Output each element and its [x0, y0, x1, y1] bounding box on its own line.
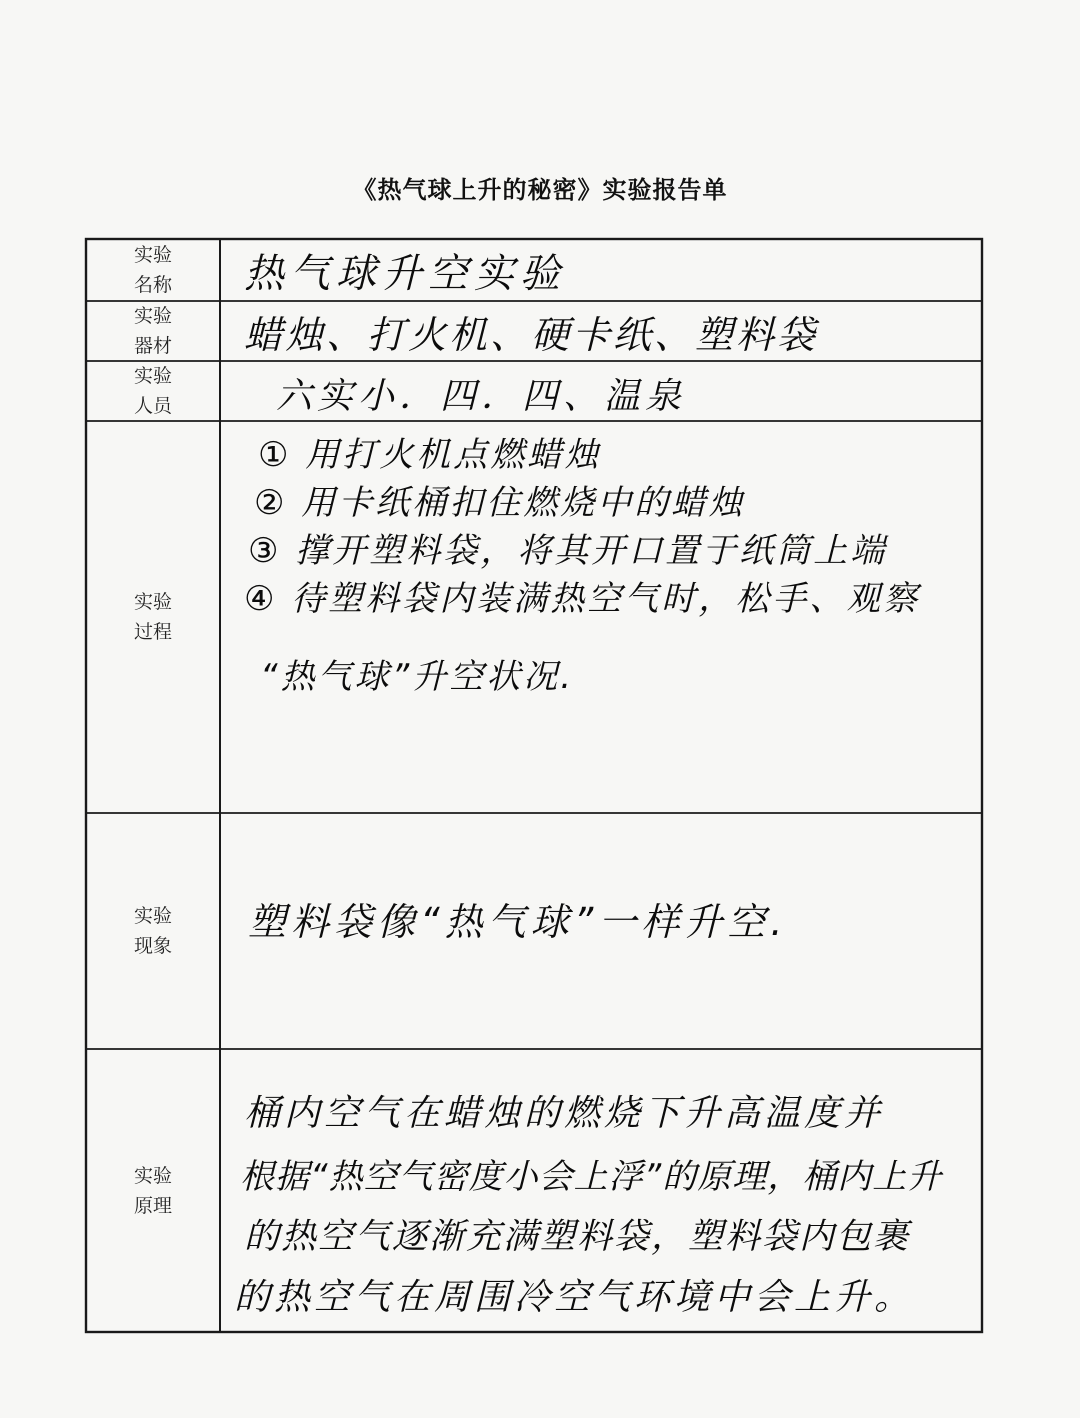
- process-step-4-continued: “热气球”升空状况.: [260, 657, 575, 697]
- process-step-3: ③ 撑开塑料袋，将其开口置于纸筒上端: [248, 531, 888, 571]
- row-equipment: [86, 301, 982, 361]
- process-step-2: ② 用卡纸桶扣住燃烧中的蜡烛: [254, 483, 746, 523]
- principle-line-2: 根据“热空气密度小会上浮”的原理，桶内上升: [240, 1157, 943, 1197]
- label-principle: 实验 原理: [133, 1164, 172, 1217]
- personnel-cell: [220, 361, 982, 421]
- experiment-name-value: 热气球升空实验: [244, 251, 566, 297]
- principle-cell: [220, 1049, 982, 1332]
- label-phenomenon: 实验 现象: [133, 905, 172, 957]
- phenomenon-value: 塑料袋像“热气球”一样升空.: [248, 900, 788, 944]
- principle-line-3: 的热空气逐渐充满塑料袋，塑料袋内包裹: [244, 1217, 911, 1257]
- label-equipment: 实验 器材: [133, 305, 172, 357]
- experiment-name-cell: [220, 239, 982, 301]
- principle-line-1: 桶内空气在蜡烛的燃烧下升高温度并: [244, 1093, 885, 1134]
- label-process: 实验 过程: [133, 591, 172, 643]
- row-experiment-name: [86, 239, 982, 301]
- process-cell: [220, 421, 982, 813]
- label-personnel: 实验 人员: [133, 365, 172, 417]
- row-principle: [86, 1049, 982, 1332]
- label-experiment-name: 实验 名称: [133, 244, 172, 296]
- equipment-value: 蜡烛、打火机、硬卡纸、塑料袋: [244, 313, 819, 357]
- page-title: 《热气球上升的秘密》实验报告单: [352, 175, 728, 204]
- row-process: [86, 421, 982, 813]
- row-phenomenon: [86, 813, 982, 1049]
- phenomenon-cell: [220, 813, 982, 1049]
- personnel-value: 六实小．四．四、温泉: [276, 376, 687, 417]
- row-personnel: [86, 361, 982, 421]
- equipment-cell: [220, 301, 982, 361]
- process-step-1: ① 用打火机点燃蜡烛: [258, 435, 602, 475]
- principle-line-4: 的热空气在周围冷空气环境中会上升。: [234, 1277, 915, 1318]
- process-step-4: ④ 待塑料袋内装满热空气时，松手、观察: [244, 579, 921, 619]
